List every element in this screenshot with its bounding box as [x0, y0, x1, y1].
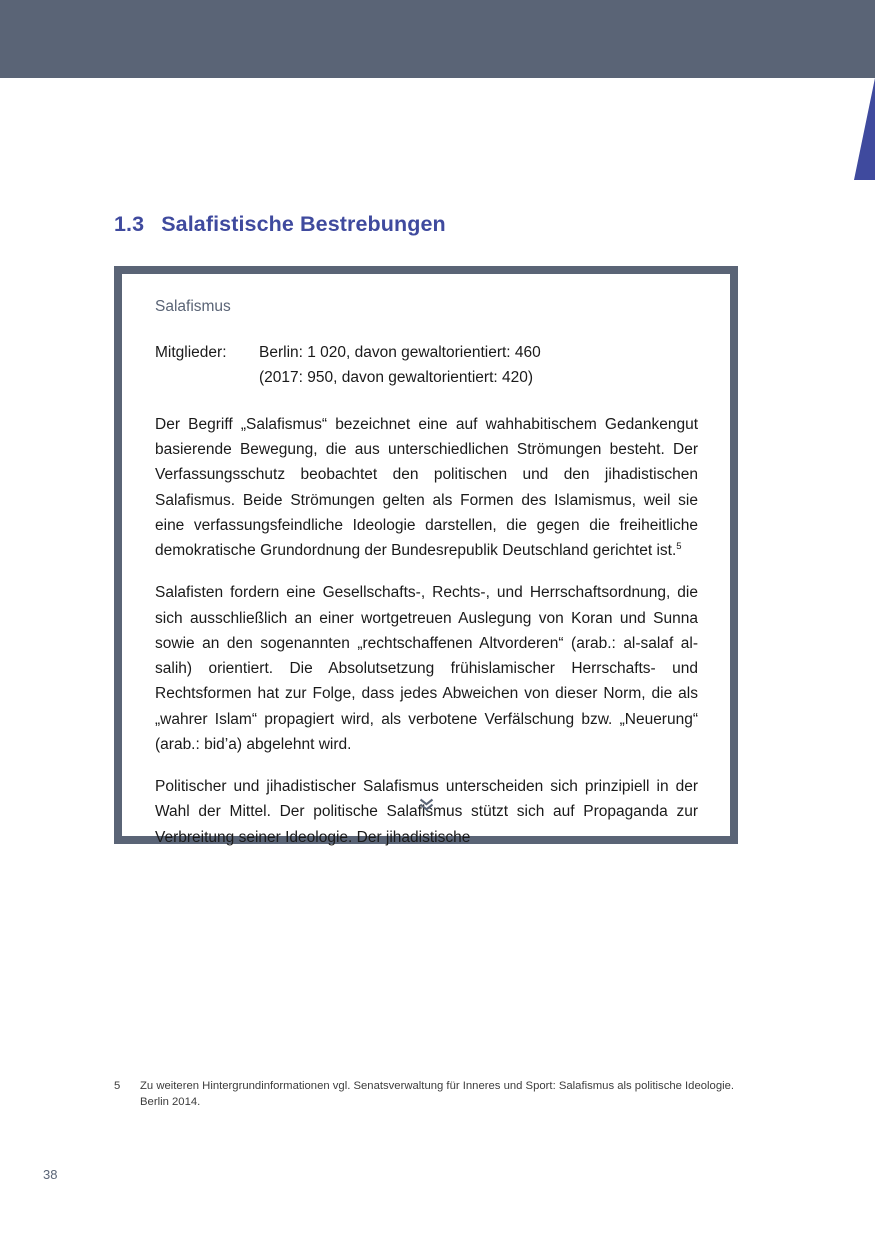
footnote-marker: 5: [114, 1080, 121, 1092]
section-heading: [114, 212, 446, 237]
footnote-reference-5[interactable]: 5: [676, 540, 682, 552]
paragraph-definition: [155, 412, 698, 564]
paragraph-distinction: Politischer und jihadistischer Salafismus unterscheiden sich prinzipiell in der Wahl der Mittel. Der politische Salafismus stützt sich auf Propaganda zur Verbreitung seiner Ideologie. Der jihadistische: [155, 778, 698, 846]
double-chevron-down-icon: [122, 797, 730, 816]
paragraph-demands: Salafisten fordern eine Gesellschafts-, Rechts-, und Herrschaftsordnung, die sich ausschließlich an einer wortgetreuen Auslegung von Koran und Sunna sowie an den sogenannten „rechtschaffenen Altvorderen“ (arab.: al-salaf al-salih) orientiert. Die Absolutsetzung frühislamischer Herrschafts- und Rechtsformen hat zur Folge, dass jedes Abweichen von dieser Norm, die als „wahrer Islam“ propagiert wird, als verbotene Verfälschung bzw. „Neuerung“ (arab.: bid’a) abgelehnt wird.: [155, 584, 698, 753]
page-body: [0, 78, 875, 1241]
info-box-content: [122, 274, 730, 846]
members-previous-year: (2017: 950, davon gewaltorientiert: 420): [259, 368, 534, 386]
page-header-band: [0, 0, 875, 78]
footnote-text: Zu weiteren Hintergrundinformationen vgl. Senatsverwaltung für Inneres und Sport: Salafismus als politische Ideologie. Berlin 2014.: [140, 1080, 735, 1109]
members-label: Mitglieder:: [155, 343, 227, 361]
page-number: 38: [43, 1167, 58, 1182]
section-number: 1.3: [114, 212, 145, 236]
paragraph-definition-text: Der Begriff „Salafismus“ bezeichnet eine auf wahhabitischem Gedankengut basierende Bewegung, die aus unterschiedlichen Strömungen besteht. Der Verfassungsschutz beobachtet den politischen und den jihadistischen Salafismus. Beide Strömungen gelten als Formen des Islamismus, weil sie eine verfassungsfeindliche Ideologie darstellen, die gegen die freiheitliche demokratische Grundordnung der Bundesrepublik Deutschland gerichtet ist.: [155, 415, 698, 560]
footnote: [114, 1078, 738, 1110]
salafismus-info-box: [114, 266, 738, 844]
members-block: [155, 340, 698, 390]
members-values: [259, 340, 698, 390]
members-current-year: Berlin: 1 020, davon gewaltorientiert: 460: [259, 343, 541, 361]
section-title: Salafistische Bestrebungen: [161, 212, 446, 236]
info-box-title: Salafismus: [155, 298, 231, 315]
